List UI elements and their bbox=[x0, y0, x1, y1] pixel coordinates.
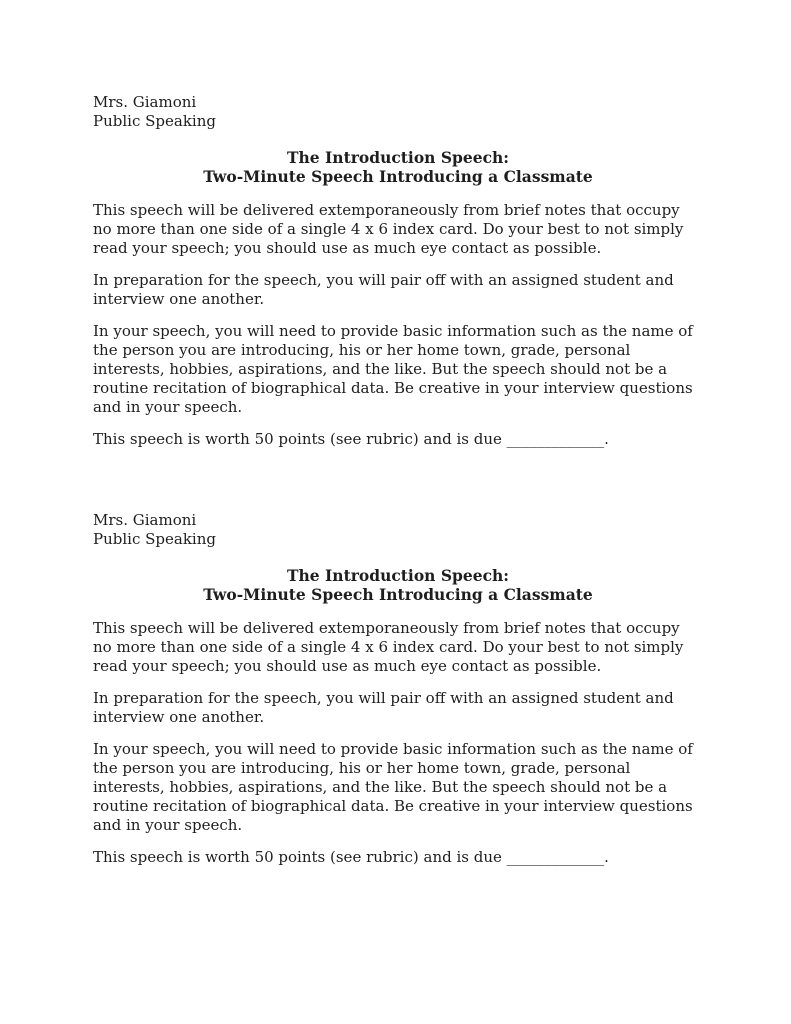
title-line-1: The Introduction Speech: bbox=[286, 148, 510, 167]
paragraph-points-due: This speech is worth 50 points (see rubric) and is due _____________. bbox=[93, 848, 609, 866]
paragraph-delivery-notes: This speech will be delivered extemporaneously from brief notes that occupy no more than one side of a single 4 x 6 index card. Do your best to not simply read your speech; you should use as much eye contact as possible. bbox=[93, 619, 684, 675]
document-title bbox=[93, 566, 703, 604]
paragraph-delivery-notes: This speech will be delivered extemporaneously from brief notes that occupy no more than one side of a single 4 x 6 index card. Do your best to not simply read your speech; you should use as much eye contact as possible. bbox=[93, 201, 684, 257]
handout-copy-2 bbox=[93, 511, 703, 867]
paragraph-preparation: In preparation for the speech, you will pair off with an assigned student and interview one another. bbox=[93, 271, 674, 308]
paragraph-content-guidelines: In your speech, you will need to provide basic information such as the name of the person you are introducing, his or her home town, grade, personal interests, hobbies, aspirations, and the like. But the speech should not be a routine recitation of biographical data. Be creative in your interview questions and in your speech. bbox=[93, 322, 693, 416]
title-line-2: Two-Minute Speech Introducing a Classmate bbox=[203, 585, 593, 604]
author-block bbox=[93, 511, 703, 549]
title-line-2: Two-Minute Speech Introducing a Classmate bbox=[203, 167, 593, 186]
handout-copy-1 bbox=[93, 93, 703, 449]
paragraph-points-due: This speech is worth 50 points (see rubric) and is due _____________. bbox=[93, 430, 609, 448]
author-block bbox=[93, 93, 703, 131]
author-name: Mrs. Giamoni bbox=[93, 511, 197, 529]
title-line-1: The Introduction Speech: bbox=[286, 566, 510, 585]
paragraph-preparation: In preparation for the speech, you will pair off with an assigned student and interview one another. bbox=[93, 689, 674, 726]
paragraph-content-guidelines: In your speech, you will need to provide basic information such as the name of the person you are introducing, his or her home town, grade, personal interests, hobbies, aspirations, and the like. But the speech should not be a routine recitation of biographical data. Be creative in your interview questions and in your speech. bbox=[93, 740, 693, 834]
document-title bbox=[93, 148, 703, 186]
course-name: Public Speaking bbox=[93, 530, 216, 548]
author-name: Mrs. Giamoni bbox=[93, 93, 197, 111]
course-name: Public Speaking bbox=[93, 112, 216, 130]
